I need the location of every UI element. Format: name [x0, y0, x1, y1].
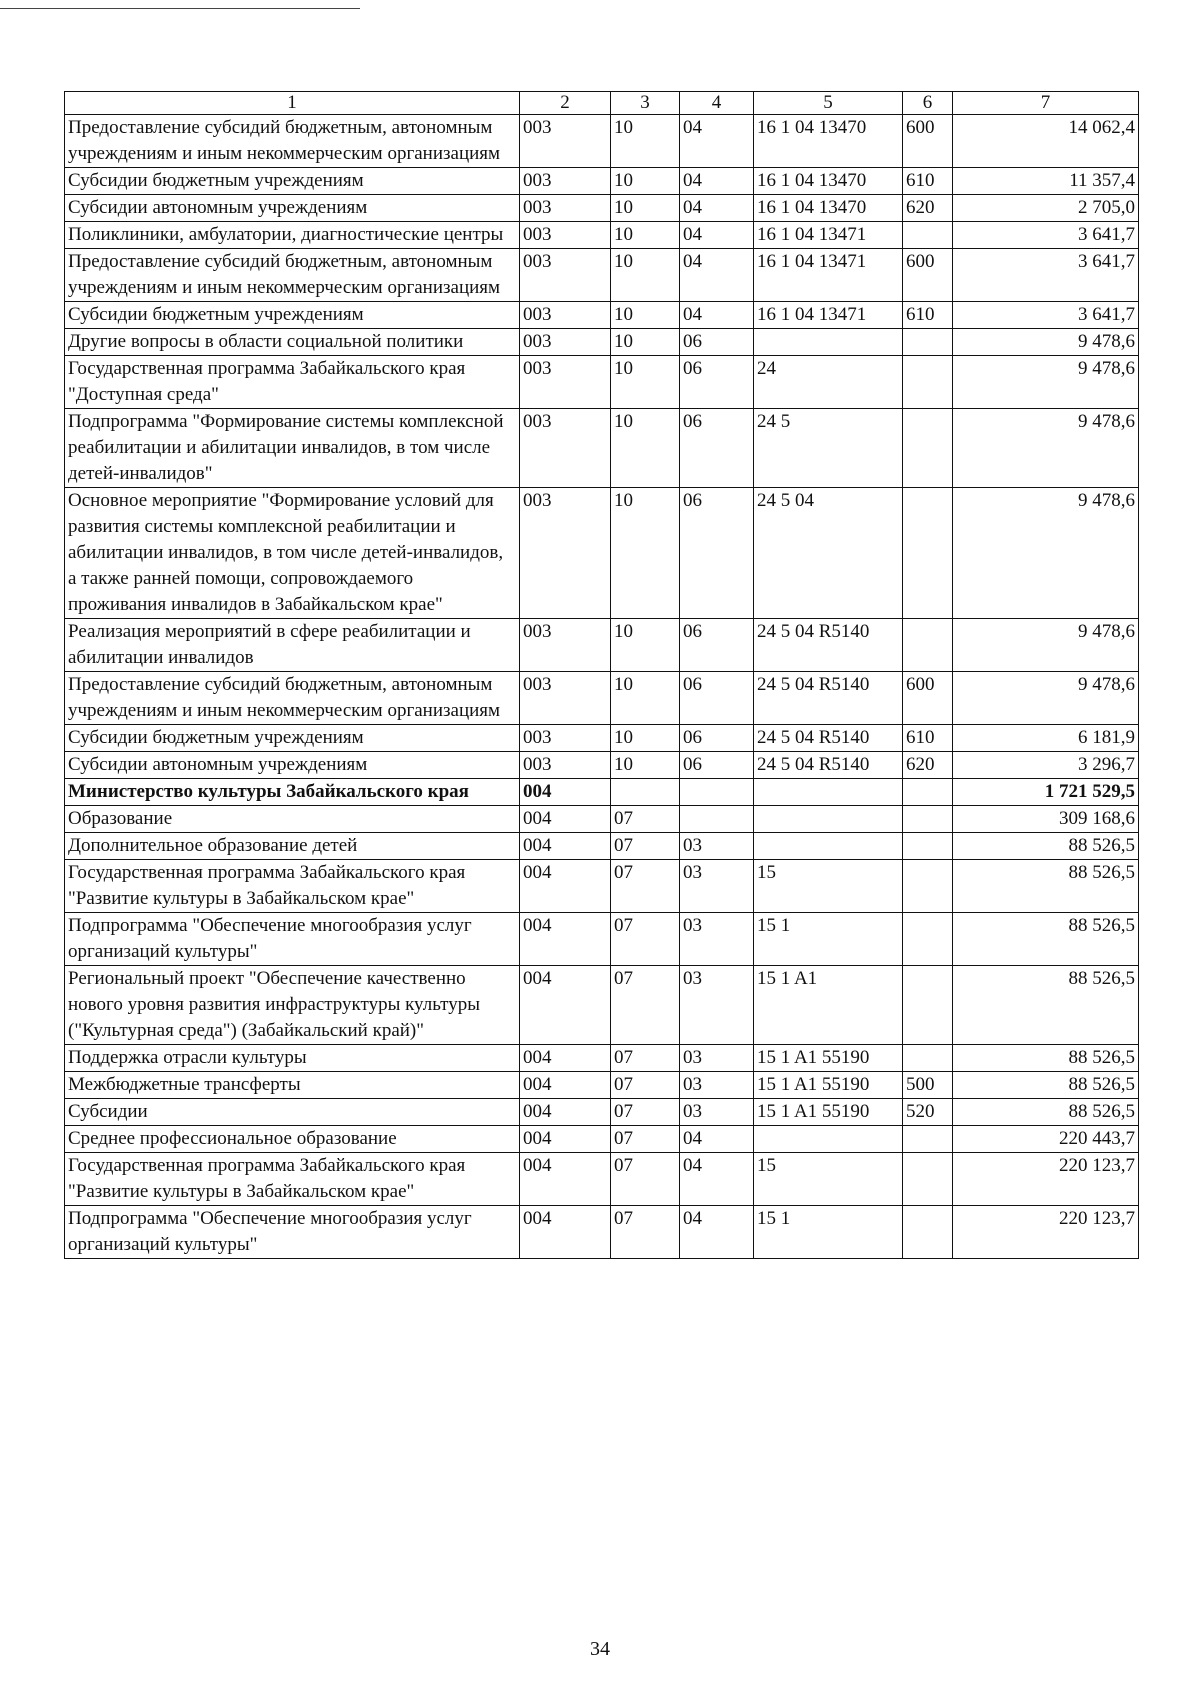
target-article-cell: 16 1 04 13471	[754, 222, 903, 249]
scan-top-rule	[0, 8, 360, 9]
row-name-cell: Поддержка отрасли культуры	[65, 1045, 520, 1072]
row-name-cell: Предоставление субсидий бюджетным, автономным учреждениям и иным некоммерческим организациям	[65, 115, 520, 168]
table-row	[65, 168, 1139, 195]
admin-code-cell: 004	[520, 913, 611, 966]
row-name-cell: Образование	[65, 806, 520, 833]
subsection-cell: 04	[680, 302, 754, 329]
row-name-cell: Государственная программа Забайкальского края "Развитие культуры в Забайкальском крае"	[65, 860, 520, 913]
amount-cell: 88 526,5	[953, 1099, 1139, 1126]
target-article-cell: 15	[754, 860, 903, 913]
subsection-cell: 06	[680, 619, 754, 672]
section-cell: 07	[611, 1099, 680, 1126]
section-cell: 07	[611, 1206, 680, 1259]
subsection-cell: 06	[680, 752, 754, 779]
row-name-cell: Реализация мероприятий в сфере реабилитации и абилитации инвалидов	[65, 619, 520, 672]
table-body	[65, 115, 1139, 1259]
admin-code-cell: 003	[520, 222, 611, 249]
expense-type-cell	[903, 409, 953, 488]
subsection-cell	[680, 779, 754, 806]
row-name-cell: Предоставление субсидий бюджетным, автономным учреждениям и иным некоммерческим организациям	[65, 672, 520, 725]
section-cell: 10	[611, 752, 680, 779]
amount-cell: 309 168,6	[953, 806, 1139, 833]
amount-cell: 3 641,7	[953, 302, 1139, 329]
amount-cell: 88 526,5	[953, 966, 1139, 1045]
target-article-cell: 16 1 04 13470	[754, 115, 903, 168]
table-row	[65, 672, 1139, 725]
budget-table	[64, 91, 1139, 1259]
table-row	[65, 752, 1139, 779]
section-cell: 10	[611, 619, 680, 672]
expense-type-cell	[903, 1206, 953, 1259]
table-row	[65, 833, 1139, 860]
section-cell: 07	[611, 860, 680, 913]
amount-cell: 3 641,7	[953, 222, 1139, 249]
row-name-cell: Подпрограмма "Формирование системы комплексной реабилитации и абилитации инвалидов, в том числе детей-инвалидов"	[65, 409, 520, 488]
table-row	[65, 806, 1139, 833]
page-number: 34	[590, 1638, 610, 1660]
table-row	[65, 115, 1139, 168]
table-row	[65, 1126, 1139, 1153]
column-header-6: 6	[903, 92, 953, 115]
amount-cell: 88 526,5	[953, 1045, 1139, 1072]
section-cell: 10	[611, 329, 680, 356]
section-cell: 07	[611, 913, 680, 966]
admin-code-cell: 003	[520, 329, 611, 356]
target-article-cell: 24 5 04 R5140	[754, 672, 903, 725]
table-row	[65, 409, 1139, 488]
amount-cell: 9 478,6	[953, 329, 1139, 356]
amount-cell: 3 296,7	[953, 752, 1139, 779]
row-name-cell: Основное мероприятие "Формирование условий для развития системы комплексной реабилитации и абилитации инвалидов, в том числе детей-инвалидов, а также ранней помощи, сопровождаемого проживания инвалидов в Забайкальском крае"	[65, 488, 520, 619]
row-name-cell: Подпрограмма "Обеспечение многообразия услуг организаций культуры"	[65, 913, 520, 966]
row-name-cell: Подпрограмма "Обеспечение многообразия услуг организаций культуры"	[65, 1206, 520, 1259]
admin-code-cell: 003	[520, 488, 611, 619]
section-cell: 10	[611, 302, 680, 329]
amount-cell: 14 062,4	[953, 115, 1139, 168]
subsection-cell: 04	[680, 115, 754, 168]
amount-cell: 9 478,6	[953, 356, 1139, 409]
expense-type-cell	[903, 1126, 953, 1153]
table-row	[65, 1153, 1139, 1206]
expense-type-cell	[903, 222, 953, 249]
admin-code-cell: 003	[520, 672, 611, 725]
admin-code-cell: 003	[520, 195, 611, 222]
row-name-cell: Межбюджетные трансферты	[65, 1072, 520, 1099]
admin-code-cell: 004	[520, 1206, 611, 1259]
amount-cell: 9 478,6	[953, 619, 1139, 672]
expense-type-cell	[903, 1045, 953, 1072]
expense-type-cell	[903, 913, 953, 966]
expense-type-cell: 600	[903, 672, 953, 725]
table-row	[65, 249, 1139, 302]
subsection-cell: 06	[680, 672, 754, 725]
expense-type-cell: 600	[903, 249, 953, 302]
target-article-cell: 16 1 04 13471	[754, 249, 903, 302]
section-cell: 10	[611, 356, 680, 409]
section-cell	[611, 779, 680, 806]
section-cell: 10	[611, 249, 680, 302]
target-article-cell: 24 5 04	[754, 488, 903, 619]
column-header-3: 3	[611, 92, 680, 115]
subsection-cell: 04	[680, 168, 754, 195]
target-article-cell	[754, 806, 903, 833]
amount-cell: 9 478,6	[953, 409, 1139, 488]
table-row	[65, 966, 1139, 1045]
subsection-cell: 03	[680, 1045, 754, 1072]
admin-code-cell: 004	[520, 1045, 611, 1072]
document-page	[64, 91, 1138, 1259]
expense-type-cell	[903, 860, 953, 913]
expense-type-cell	[903, 833, 953, 860]
admin-code-cell: 004	[520, 806, 611, 833]
row-name-cell: Субсидии бюджетным учреждениям	[65, 168, 520, 195]
expense-type-cell: 620	[903, 195, 953, 222]
expense-type-cell	[903, 806, 953, 833]
subsection-cell: 03	[680, 966, 754, 1045]
target-article-cell: 16 1 04 13470	[754, 168, 903, 195]
row-name-cell: Среднее профессиональное образование	[65, 1126, 520, 1153]
column-header-2: 2	[520, 92, 611, 115]
expense-type-cell: 610	[903, 168, 953, 195]
amount-cell: 88 526,5	[953, 833, 1139, 860]
target-article-cell: 15 1	[754, 1206, 903, 1259]
target-article-cell	[754, 1126, 903, 1153]
section-cell: 07	[611, 833, 680, 860]
subsection-cell: 06	[680, 329, 754, 356]
admin-code-cell: 003	[520, 752, 611, 779]
row-name-cell: Другие вопросы в области социальной политики	[65, 329, 520, 356]
table-row	[65, 1206, 1139, 1259]
table-row	[65, 329, 1139, 356]
admin-code-cell: 003	[520, 619, 611, 672]
admin-code-cell: 003	[520, 168, 611, 195]
table-row	[65, 1099, 1139, 1126]
target-article-cell: 24 5	[754, 409, 903, 488]
table-row	[65, 302, 1139, 329]
section-cell: 10	[611, 195, 680, 222]
expense-type-cell: 520	[903, 1099, 953, 1126]
amount-cell: 9 478,6	[953, 488, 1139, 619]
expense-type-cell	[903, 966, 953, 1045]
expense-type-cell: 610	[903, 302, 953, 329]
expense-type-cell: 500	[903, 1072, 953, 1099]
subsection-cell: 03	[680, 1099, 754, 1126]
target-article-cell: 15 1 A1	[754, 966, 903, 1045]
admin-code-cell: 003	[520, 356, 611, 409]
table-row	[65, 195, 1139, 222]
admin-code-cell: 004	[520, 1153, 611, 1206]
row-name-cell: Субсидии	[65, 1099, 520, 1126]
table-row	[65, 860, 1139, 913]
target-article-cell	[754, 329, 903, 356]
expense-type-cell	[903, 1153, 953, 1206]
row-name-cell: Субсидии бюджетным учреждениям	[65, 725, 520, 752]
admin-code-cell: 004	[520, 1126, 611, 1153]
admin-code-cell: 003	[520, 302, 611, 329]
target-article-cell: 15 1	[754, 913, 903, 966]
table-row	[65, 222, 1139, 249]
table-row	[65, 1072, 1139, 1099]
row-name-cell: Субсидии бюджетным учреждениям	[65, 302, 520, 329]
target-article-cell: 16 1 04 13471	[754, 302, 903, 329]
subsection-cell: 04	[680, 249, 754, 302]
amount-cell: 1 721 529,5	[953, 779, 1139, 806]
section-cell: 07	[611, 966, 680, 1045]
row-name-cell: Субсидии автономным учреждениям	[65, 195, 520, 222]
admin-code-cell: 004	[520, 779, 611, 806]
target-article-cell	[754, 833, 903, 860]
section-cell: 07	[611, 1126, 680, 1153]
amount-cell: 6 181,9	[953, 725, 1139, 752]
target-article-cell: 15 1 A1 55190	[754, 1045, 903, 1072]
column-header-1: 1	[65, 92, 520, 115]
table-row	[65, 356, 1139, 409]
table-header-row	[65, 92, 1139, 115]
section-cell: 10	[611, 725, 680, 752]
subsection-cell: 04	[680, 1153, 754, 1206]
expense-type-cell	[903, 329, 953, 356]
section-cell: 10	[611, 115, 680, 168]
subsection-cell: 03	[680, 860, 754, 913]
subsection-cell: 04	[680, 1206, 754, 1259]
amount-cell: 220 123,7	[953, 1153, 1139, 1206]
column-header-7: 7	[953, 92, 1139, 115]
section-cell: 10	[611, 409, 680, 488]
section-cell: 10	[611, 672, 680, 725]
amount-cell: 3 641,7	[953, 249, 1139, 302]
expense-type-cell: 620	[903, 752, 953, 779]
subsection-cell: 04	[680, 195, 754, 222]
row-name-cell: Поликлиники, амбулатории, диагностические центры	[65, 222, 520, 249]
target-article-cell: 24 5 04 R5140	[754, 619, 903, 672]
amount-cell: 88 526,5	[953, 860, 1139, 913]
admin-code-cell: 003	[520, 725, 611, 752]
subsection-cell	[680, 806, 754, 833]
subsection-cell: 06	[680, 725, 754, 752]
section-cell: 07	[611, 806, 680, 833]
subsection-cell: 06	[680, 356, 754, 409]
admin-code-cell: 004	[520, 833, 611, 860]
subsection-cell: 04	[680, 1126, 754, 1153]
row-name-cell: Министерство культуры Забайкальского края	[65, 779, 520, 806]
column-header-4: 4	[680, 92, 754, 115]
section-cell: 10	[611, 222, 680, 249]
amount-cell: 9 478,6	[953, 672, 1139, 725]
row-name-cell: Государственная программа Забайкальского края "Развитие культуры в Забайкальском крае"	[65, 1153, 520, 1206]
table-row	[65, 725, 1139, 752]
target-article-cell: 16 1 04 13470	[754, 195, 903, 222]
amount-cell: 11 357,4	[953, 168, 1139, 195]
subsection-cell: 03	[680, 1072, 754, 1099]
row-name-cell: Дополнительное образование детей	[65, 833, 520, 860]
target-article-cell: 15	[754, 1153, 903, 1206]
admin-code-cell: 004	[520, 1099, 611, 1126]
target-article-cell	[754, 779, 903, 806]
table-row	[65, 619, 1139, 672]
expense-type-cell	[903, 488, 953, 619]
subsection-cell: 04	[680, 222, 754, 249]
subsection-cell: 03	[680, 913, 754, 966]
subsection-cell: 06	[680, 409, 754, 488]
amount-cell: 220 443,7	[953, 1126, 1139, 1153]
amount-cell: 220 123,7	[953, 1206, 1139, 1259]
row-name-cell: Региональный проект "Обеспечение качественно нового уровня развития инфраструктуры культуры ("Культурная среда") (Забайкальский край)"	[65, 966, 520, 1045]
target-article-cell: 15 1 A1 55190	[754, 1072, 903, 1099]
expense-type-cell: 600	[903, 115, 953, 168]
section-cell: 07	[611, 1045, 680, 1072]
admin-code-cell: 003	[520, 409, 611, 488]
amount-cell: 88 526,5	[953, 913, 1139, 966]
section-cell: 10	[611, 488, 680, 619]
amount-cell: 2 705,0	[953, 195, 1139, 222]
table-row	[65, 779, 1139, 806]
admin-code-cell: 003	[520, 249, 611, 302]
section-cell: 07	[611, 1153, 680, 1206]
row-name-cell: Субсидии автономным учреждениям	[65, 752, 520, 779]
amount-cell: 88 526,5	[953, 1072, 1139, 1099]
row-name-cell: Предоставление субсидий бюджетным, автономным учреждениям и иным некоммерческим организациям	[65, 249, 520, 302]
target-article-cell: 24	[754, 356, 903, 409]
column-header-5: 5	[754, 92, 903, 115]
expense-type-cell	[903, 779, 953, 806]
target-article-cell: 15 1 A1 55190	[754, 1099, 903, 1126]
target-article-cell: 24 5 04 R5140	[754, 725, 903, 752]
admin-code-cell: 004	[520, 860, 611, 913]
expense-type-cell: 610	[903, 725, 953, 752]
admin-code-cell: 003	[520, 115, 611, 168]
table-row	[65, 913, 1139, 966]
admin-code-cell: 004	[520, 1072, 611, 1099]
expense-type-cell	[903, 356, 953, 409]
table-row	[65, 1045, 1139, 1072]
table-row	[65, 488, 1139, 619]
expense-type-cell	[903, 619, 953, 672]
subsection-cell: 03	[680, 833, 754, 860]
section-cell: 07	[611, 1072, 680, 1099]
section-cell: 10	[611, 168, 680, 195]
subsection-cell: 06	[680, 488, 754, 619]
target-article-cell: 24 5 04 R5140	[754, 752, 903, 779]
admin-code-cell: 004	[520, 966, 611, 1045]
row-name-cell: Государственная программа Забайкальского края "Доступная среда"	[65, 356, 520, 409]
